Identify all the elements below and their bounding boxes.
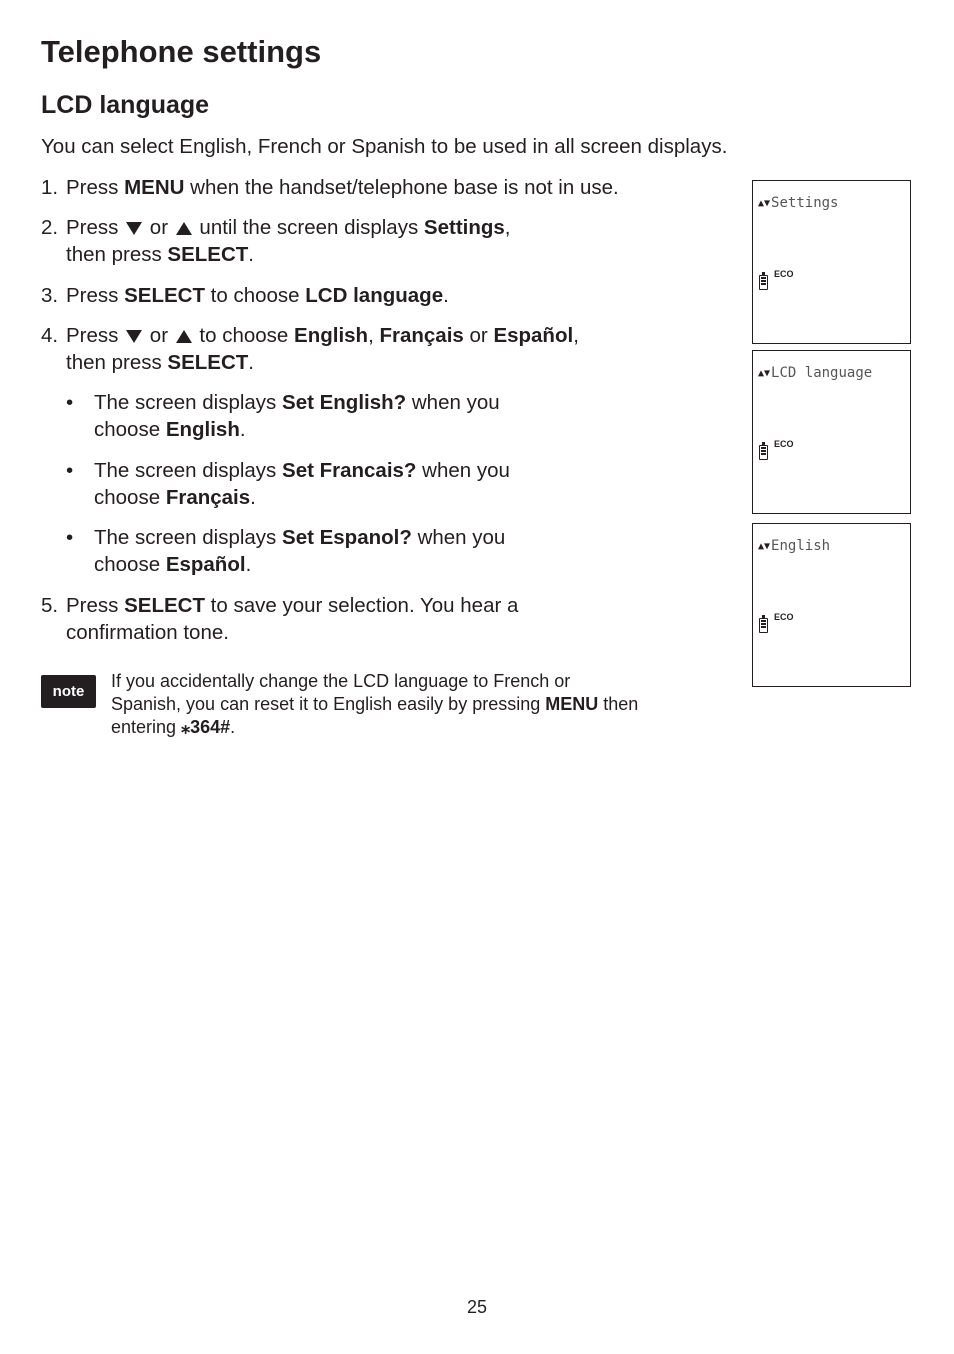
bullet-dot: • [66,459,74,482]
bullet-text: . [239,418,246,441]
page-number: 25 [466,1297,488,1317]
screen-name: LCD language [305,284,444,307]
step-text: then press [66,351,168,374]
battery-icon [759,275,768,290]
step-text: to save your selection. You hear a [204,594,519,617]
lcd-screen-lcd-language [752,350,911,514]
step-text: . [248,351,254,374]
bullet-text: choose [94,418,166,441]
bullet-dot: • [66,526,74,549]
step-text: Press [66,594,125,617]
bullet-text: The screen displays [94,459,283,482]
down-arrow-icon [126,330,142,343]
bullet-text: choose [94,486,166,509]
screen-message: Set Francais? [282,459,417,482]
down-arrow-icon [126,222,142,235]
step-4 [41,322,579,376]
section-heading: LCD language [41,91,210,119]
lcd-text: Settings [771,195,839,211]
note-line: . [230,717,236,737]
bullet-text: . [250,486,256,509]
screen-message: Set English? [282,391,407,414]
screen-message: Set Espanol? [282,526,412,549]
battery-icon [759,445,768,460]
step-text: , [573,324,579,347]
eco-indicator: ECO [774,612,794,622]
key-name: SELECT [124,284,205,307]
option-name: Français [165,486,251,509]
step-text: confirmation tone. [66,621,229,644]
bullet-item [66,389,500,443]
step-text: until the screen displays [193,216,424,239]
page-title: Telephone settings [41,34,322,69]
step-text: Press [66,324,125,347]
note-line: entering [111,717,182,737]
up-arrow-icon [176,222,192,235]
option-name: English [165,418,240,441]
step-text: Press [66,216,125,239]
option-name: English [294,324,369,347]
bullet-text: choose [94,553,166,576]
step-text: or [144,324,174,347]
screen-name: Settings [423,216,505,239]
key-name: SELECT [167,351,249,374]
lcd-text: English [771,538,831,554]
step-5 [41,592,518,646]
step-text: or [463,324,494,347]
lcd-screen-settings [752,180,911,344]
key-name: SELECT [167,243,249,266]
step-text: , [504,216,511,239]
option-name: Français [379,324,464,347]
step-2 [41,214,511,268]
step-number: 5. [41,594,59,617]
step-number: 2. [41,216,59,239]
note-line: If you accidentally change the LCD language to French or [111,671,571,691]
note-line: then [598,694,639,714]
option-name: Español [493,324,574,347]
up-down-arrow-icon: ▲▼ [758,368,771,379]
bullet-text: The screen displays [94,391,283,414]
option-name: Español [165,553,246,576]
step-text: . [443,284,449,307]
lcd-text: LCD language [771,365,873,381]
step-number: 4. [41,324,59,347]
bullet-item [66,524,505,578]
bullet-text: . [245,553,252,576]
bullet-text: when you [406,391,500,414]
lcd-screen-english [752,523,911,687]
bullet-text: when you [411,526,506,549]
up-down-arrow-icon: ▲▼ [758,198,771,209]
up-down-arrow-icon: ▲▼ [758,541,771,552]
eco-indicator: ECO [774,439,794,449]
note-line: Spanish, you can reset it to English easily by pressing [111,694,546,714]
step-text: . [248,243,254,266]
step-text: then press [66,243,168,266]
step-text: Press [66,176,125,199]
eco-indicator: ECO [774,269,794,279]
key-name: MENU [545,694,599,714]
bullet-dot: • [66,391,74,414]
step-1 [41,174,619,201]
note-badge: note [41,675,96,708]
step-text: , [368,324,380,347]
key-sequence: ⁎364# [181,717,231,737]
battery-icon [759,618,768,633]
note-text [111,670,731,739]
step-text: or [144,216,174,239]
step-number: 1. [41,176,59,199]
step-3 [41,282,449,309]
step-text: when the handset/telephone base is not in use. [184,176,619,199]
bullet-text: The screen displays [94,526,283,549]
step-text: Press [66,284,125,307]
step-text: to choose [193,324,295,347]
step-number: 3. [41,284,59,307]
step-text: to choose [204,284,306,307]
key-name: MENU [124,176,185,199]
bullet-item [66,457,510,511]
key-name: SELECT [124,594,205,617]
intro-text: You can select English, French or Spanish to be used in all screen displays. [41,135,728,158]
up-arrow-icon [176,330,192,343]
bullet-text: when you [416,459,510,482]
